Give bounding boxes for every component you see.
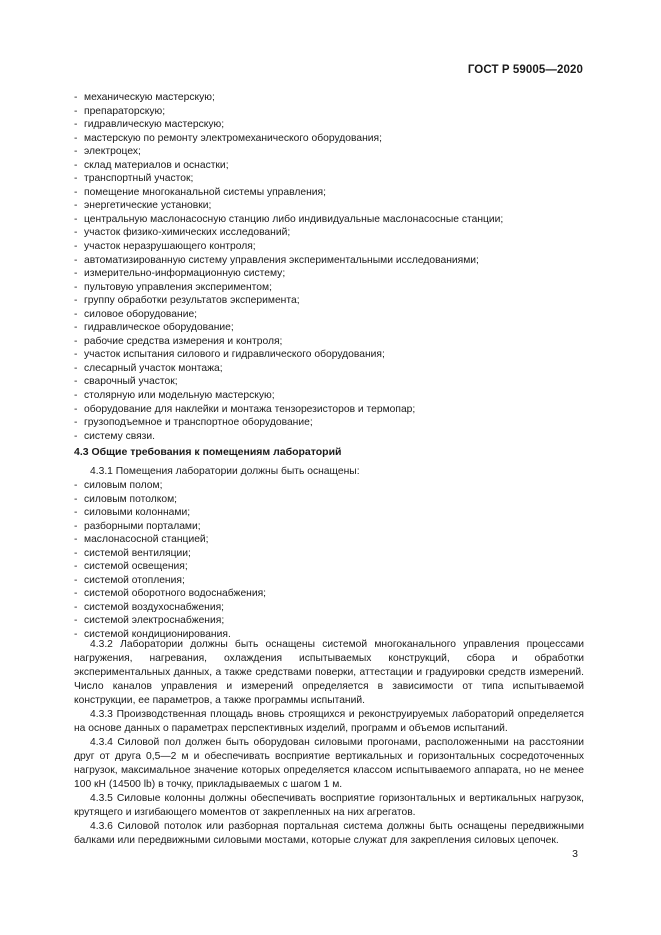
list-item bbox=[74, 321, 594, 335]
list-item bbox=[74, 159, 594, 173]
paragraph-text: 4.3.4 Силовой пол должен быть оборудован силовыми прогонами, расположенными на расстоянии друг от друга 0,5—2 м и обеспечивать восприятие вертикальных и горизонтальных сосредоточенных нагрузок, максимальное значение которых определяется классом испытываемого аппарата, но не менее 100 кН (14500 lb) в точку, прикладываемых с шагом 1 м. bbox=[74, 737, 584, 790]
list-item-text: пультовую управления экспериментом; bbox=[84, 281, 272, 293]
list-item bbox=[74, 362, 594, 376]
list-item-text: участок физико-химических исследований; bbox=[84, 227, 291, 239]
list-item-text: силовым полом; bbox=[84, 480, 163, 491]
list-dash: - bbox=[74, 173, 78, 185]
paragraphs-block bbox=[74, 638, 584, 848]
list-dash: - bbox=[74, 403, 78, 415]
list-dash: - bbox=[74, 105, 78, 117]
list-item-text: склад материалов и оснастки; bbox=[84, 159, 229, 171]
list-item bbox=[74, 145, 594, 159]
list-item-text: энергетические установки; bbox=[84, 200, 212, 212]
paragraph bbox=[74, 736, 584, 792]
list-item bbox=[74, 199, 594, 213]
list-item bbox=[74, 560, 594, 574]
paragraph bbox=[74, 792, 584, 820]
list-dash: - bbox=[74, 254, 78, 266]
list-dash: - bbox=[74, 417, 78, 429]
list-dash: - bbox=[74, 480, 78, 491]
list-item bbox=[74, 614, 594, 628]
list-dash: - bbox=[74, 507, 78, 519]
list-item-text: гидравлическую мастерскую; bbox=[84, 119, 225, 131]
list-item bbox=[74, 118, 594, 132]
list-item bbox=[74, 91, 594, 105]
paragraph bbox=[74, 638, 584, 708]
list-item-text: помещение многоканальной системы управления; bbox=[84, 186, 326, 198]
list-item-text: транспортный участок; bbox=[84, 173, 194, 185]
list-item-text: измерительно-информационную систему; bbox=[84, 268, 286, 280]
list-item bbox=[74, 430, 594, 444]
list-dash: - bbox=[74, 281, 78, 293]
list-dash: - bbox=[74, 146, 78, 158]
list-dash: - bbox=[74, 588, 78, 600]
list-item bbox=[74, 240, 594, 254]
list-item bbox=[74, 254, 594, 268]
list-item-text: силовым потолком; bbox=[84, 493, 178, 505]
list-item bbox=[74, 375, 594, 389]
list-dash: - bbox=[74, 376, 78, 388]
paragraph bbox=[74, 820, 584, 848]
list-item-text: участок испытания силового и гидравлического оборудования; bbox=[84, 349, 385, 361]
list-item bbox=[74, 574, 594, 588]
list-item-text: столярную или модельную мастерскую; bbox=[84, 390, 275, 402]
list-item bbox=[74, 308, 594, 322]
list-dash: - bbox=[74, 615, 78, 627]
list-dash: - bbox=[74, 268, 78, 280]
list-item bbox=[74, 416, 594, 430]
list-dash: - bbox=[74, 574, 78, 586]
list-item-text: автоматизированную систему управления экспериментальными исследованиями; bbox=[84, 254, 479, 266]
list-dash: - bbox=[74, 390, 78, 402]
list-dash: - bbox=[74, 295, 78, 307]
list-item-text: электроцех; bbox=[84, 146, 141, 158]
list-item bbox=[74, 601, 594, 615]
list-item-text: силовое оборудование; bbox=[84, 308, 198, 320]
list-item-text: сварочный участок; bbox=[84, 376, 178, 388]
list-item-text: грузоподъемное и транспортное оборудование; bbox=[84, 417, 313, 429]
list-dash: - bbox=[74, 322, 78, 334]
list-dash: - bbox=[74, 362, 78, 374]
list-dash: - bbox=[74, 213, 78, 225]
list-dash: - bbox=[74, 308, 78, 320]
list-dash: - bbox=[74, 520, 78, 532]
list-dash: - bbox=[74, 132, 78, 144]
list-item-text: мастерскую по ремонту электромеханического оборудования; bbox=[84, 132, 382, 144]
list-item-text: маслонасосной станцией; bbox=[84, 534, 209, 546]
list-item-text: системой освещения; bbox=[84, 561, 188, 573]
list-dash: - bbox=[74, 159, 78, 171]
list-dash: - bbox=[74, 92, 78, 103]
list-item-text: участок неразрушающего контроля; bbox=[84, 241, 256, 253]
list-dash: - bbox=[74, 200, 78, 212]
list-item bbox=[74, 335, 594, 349]
list-item bbox=[74, 587, 594, 601]
list-item-text: рабочие средства измерения и контроля; bbox=[84, 335, 283, 347]
list-dash: - bbox=[74, 186, 78, 198]
list-item-text: системой кондиционирования. bbox=[84, 629, 231, 641]
room-equipment-list bbox=[74, 479, 594, 642]
list-item bbox=[74, 105, 594, 119]
list-item bbox=[74, 493, 594, 507]
list-item bbox=[74, 533, 594, 547]
list-dash: - bbox=[74, 534, 78, 546]
list-dash: - bbox=[74, 629, 78, 641]
list-item bbox=[74, 506, 594, 520]
paragraph bbox=[74, 708, 584, 736]
list-item bbox=[74, 403, 594, 417]
section-title: 4.3 Общие требования к помещениям лабораторий bbox=[74, 446, 342, 458]
subsection-intro: 4.3.1 Помещения лаборатории должны быть оснащены: bbox=[90, 466, 360, 477]
paragraph-text: 4.3.5 Силовые колонны должны обеспечивать восприятие горизонтальных и вертикальных нагрузок, крутящего и изгибающего моментов от закрепленных на них агрегатов. bbox=[74, 793, 584, 818]
list-item-text: механическую мастерскую; bbox=[84, 92, 215, 103]
list-item bbox=[74, 547, 594, 561]
list-dash: - bbox=[74, 119, 78, 131]
equipment-list bbox=[74, 91, 594, 443]
list-item bbox=[74, 479, 594, 493]
page-number: 3 bbox=[572, 848, 578, 860]
list-item bbox=[74, 186, 594, 200]
list-dash: - bbox=[74, 349, 78, 361]
list-item-text: систему связи. bbox=[84, 430, 155, 442]
list-item bbox=[74, 389, 594, 403]
list-item bbox=[74, 294, 594, 308]
list-item-text: системой оборотного водоснабжения; bbox=[84, 588, 267, 600]
list-item-text: препараторскую; bbox=[84, 105, 166, 117]
list-item bbox=[74, 213, 594, 227]
list-item bbox=[74, 132, 594, 146]
list-item-text: системой воздухоснабжения; bbox=[84, 601, 225, 613]
paragraph-text: 4.3.2 Лаборатории должны быть оснащены системой многоканального управления процессами нагружения, нагревания, охлаждения испытываемых конструкций, сбора и обработки экспериментальных данных, а также средствами поверки, аттестации и градуировки средств измерений. Число каналов управления и измерений определяется в зависимости от типа испытываемой конструкции, ее параметров, а также программы испытаний. bbox=[74, 639, 584, 706]
list-dash: - bbox=[74, 493, 78, 505]
list-item bbox=[74, 348, 594, 362]
list-item bbox=[74, 172, 594, 186]
list-dash: - bbox=[74, 561, 78, 573]
list-item bbox=[74, 520, 594, 534]
list-item bbox=[74, 226, 594, 240]
list-item-text: разборными порталами; bbox=[84, 520, 201, 532]
list-item-text: группу обработки результатов эксперимента; bbox=[84, 295, 300, 307]
list-item-text: системой вентиляции; bbox=[84, 547, 191, 559]
list-dash: - bbox=[74, 547, 78, 559]
list-dash: - bbox=[74, 241, 78, 253]
list-item-text: оборудование для наклейки и монтажа тензорезисторов и термопар; bbox=[84, 403, 416, 415]
list-dash: - bbox=[74, 430, 78, 442]
list-item-text: слесарный участок монтажа; bbox=[84, 362, 223, 374]
list-item bbox=[74, 267, 594, 281]
list-item bbox=[74, 281, 594, 295]
document-header: ГОСТ Р 59005—2020 bbox=[467, 64, 583, 76]
list-item-text: центральную маслонасосную станцию либо индивидуальные маслонасосные станции; bbox=[84, 213, 504, 225]
list-item-text: гидравлическое оборудование; bbox=[84, 322, 234, 334]
paragraph-text: 4.3.3 Производственная площадь вновь строящихся и реконструируемых лабораторий определяется на основе данных о параметрах перспективных изделий, программ и объемов испытаний. bbox=[74, 709, 584, 734]
list-item-text: системой отопления; bbox=[84, 574, 185, 586]
list-item-text: системой электроснабжения; bbox=[84, 615, 225, 627]
paragraph-text: 4.3.6 Силовой потолок или разборная портальная система должны быть оснащены передвижными балками или передвижными силовыми мостами, которые служат для закрепления силовых цепочек. bbox=[74, 821, 584, 846]
list-item-text: силовыми колоннами; bbox=[84, 507, 191, 519]
list-dash: - bbox=[74, 227, 78, 239]
list-dash: - bbox=[74, 335, 78, 347]
list-dash: - bbox=[74, 601, 78, 613]
